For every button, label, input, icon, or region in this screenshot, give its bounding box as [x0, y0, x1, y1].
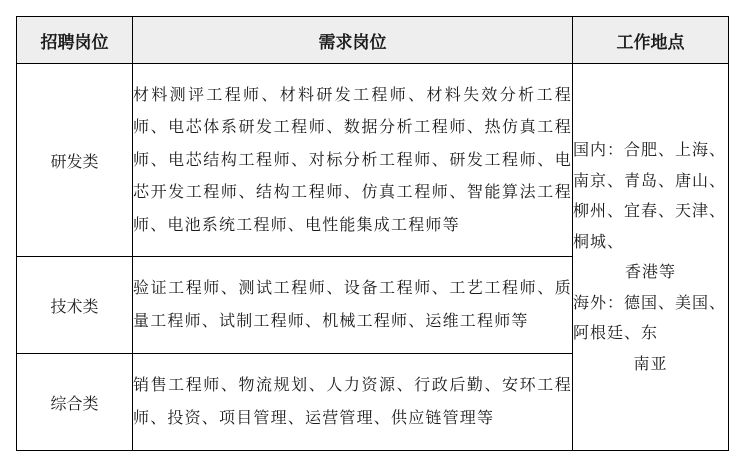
- recruitment-table-container: [16, 16, 729, 451]
- location-overseas: 海外：德国、美国、阿根廷、东: [573, 292, 727, 342]
- positions-cell-tech: 验证工程师、测试工程师、设备工程师、工艺工程师、质量工程师、试制工程师、机械工程师、运维工程师等: [133, 257, 573, 354]
- positions-cell-general: 销售工程师、物流规划、人力资源、行政后勤、安环工程师、投资、项目管理、运营管理、供应链管理等: [133, 354, 573, 451]
- category-cell-rd: 研发类: [17, 64, 133, 257]
- table-header-row: [17, 17, 729, 64]
- location-domestic-end: 香港等: [624, 262, 676, 281]
- category-cell-tech: 技术类: [17, 257, 133, 354]
- location-domestic: 国内：合肥、上海、南京、青岛、唐山、柳州、宜春、天津、桐城、: [573, 140, 727, 251]
- category-cell-general: 综合类: [17, 354, 133, 451]
- location-overseas-end: 南亚: [633, 353, 668, 373]
- positions-cell-rd: 材料测评工程师、材料研发工程师、材料失效分析工程师、电芯体系研发工程师、数据分析工程师、热仿真工程师、电芯结构工程师、对标分析工程师、研发工程师、电芯开发工程师、结构工程师、仿真工程师、智能算法工程师、电池系统工程师、电性能集成工程师等: [133, 64, 573, 257]
- header-work-location: 工作地点: [573, 17, 729, 64]
- header-required-positions: 需求岗位: [133, 17, 573, 64]
- location-cell: [573, 64, 729, 451]
- recruitment-table: [16, 16, 729, 451]
- table-row-rd: [17, 64, 729, 257]
- header-recruit-category: 招聘岗位: [17, 17, 133, 64]
